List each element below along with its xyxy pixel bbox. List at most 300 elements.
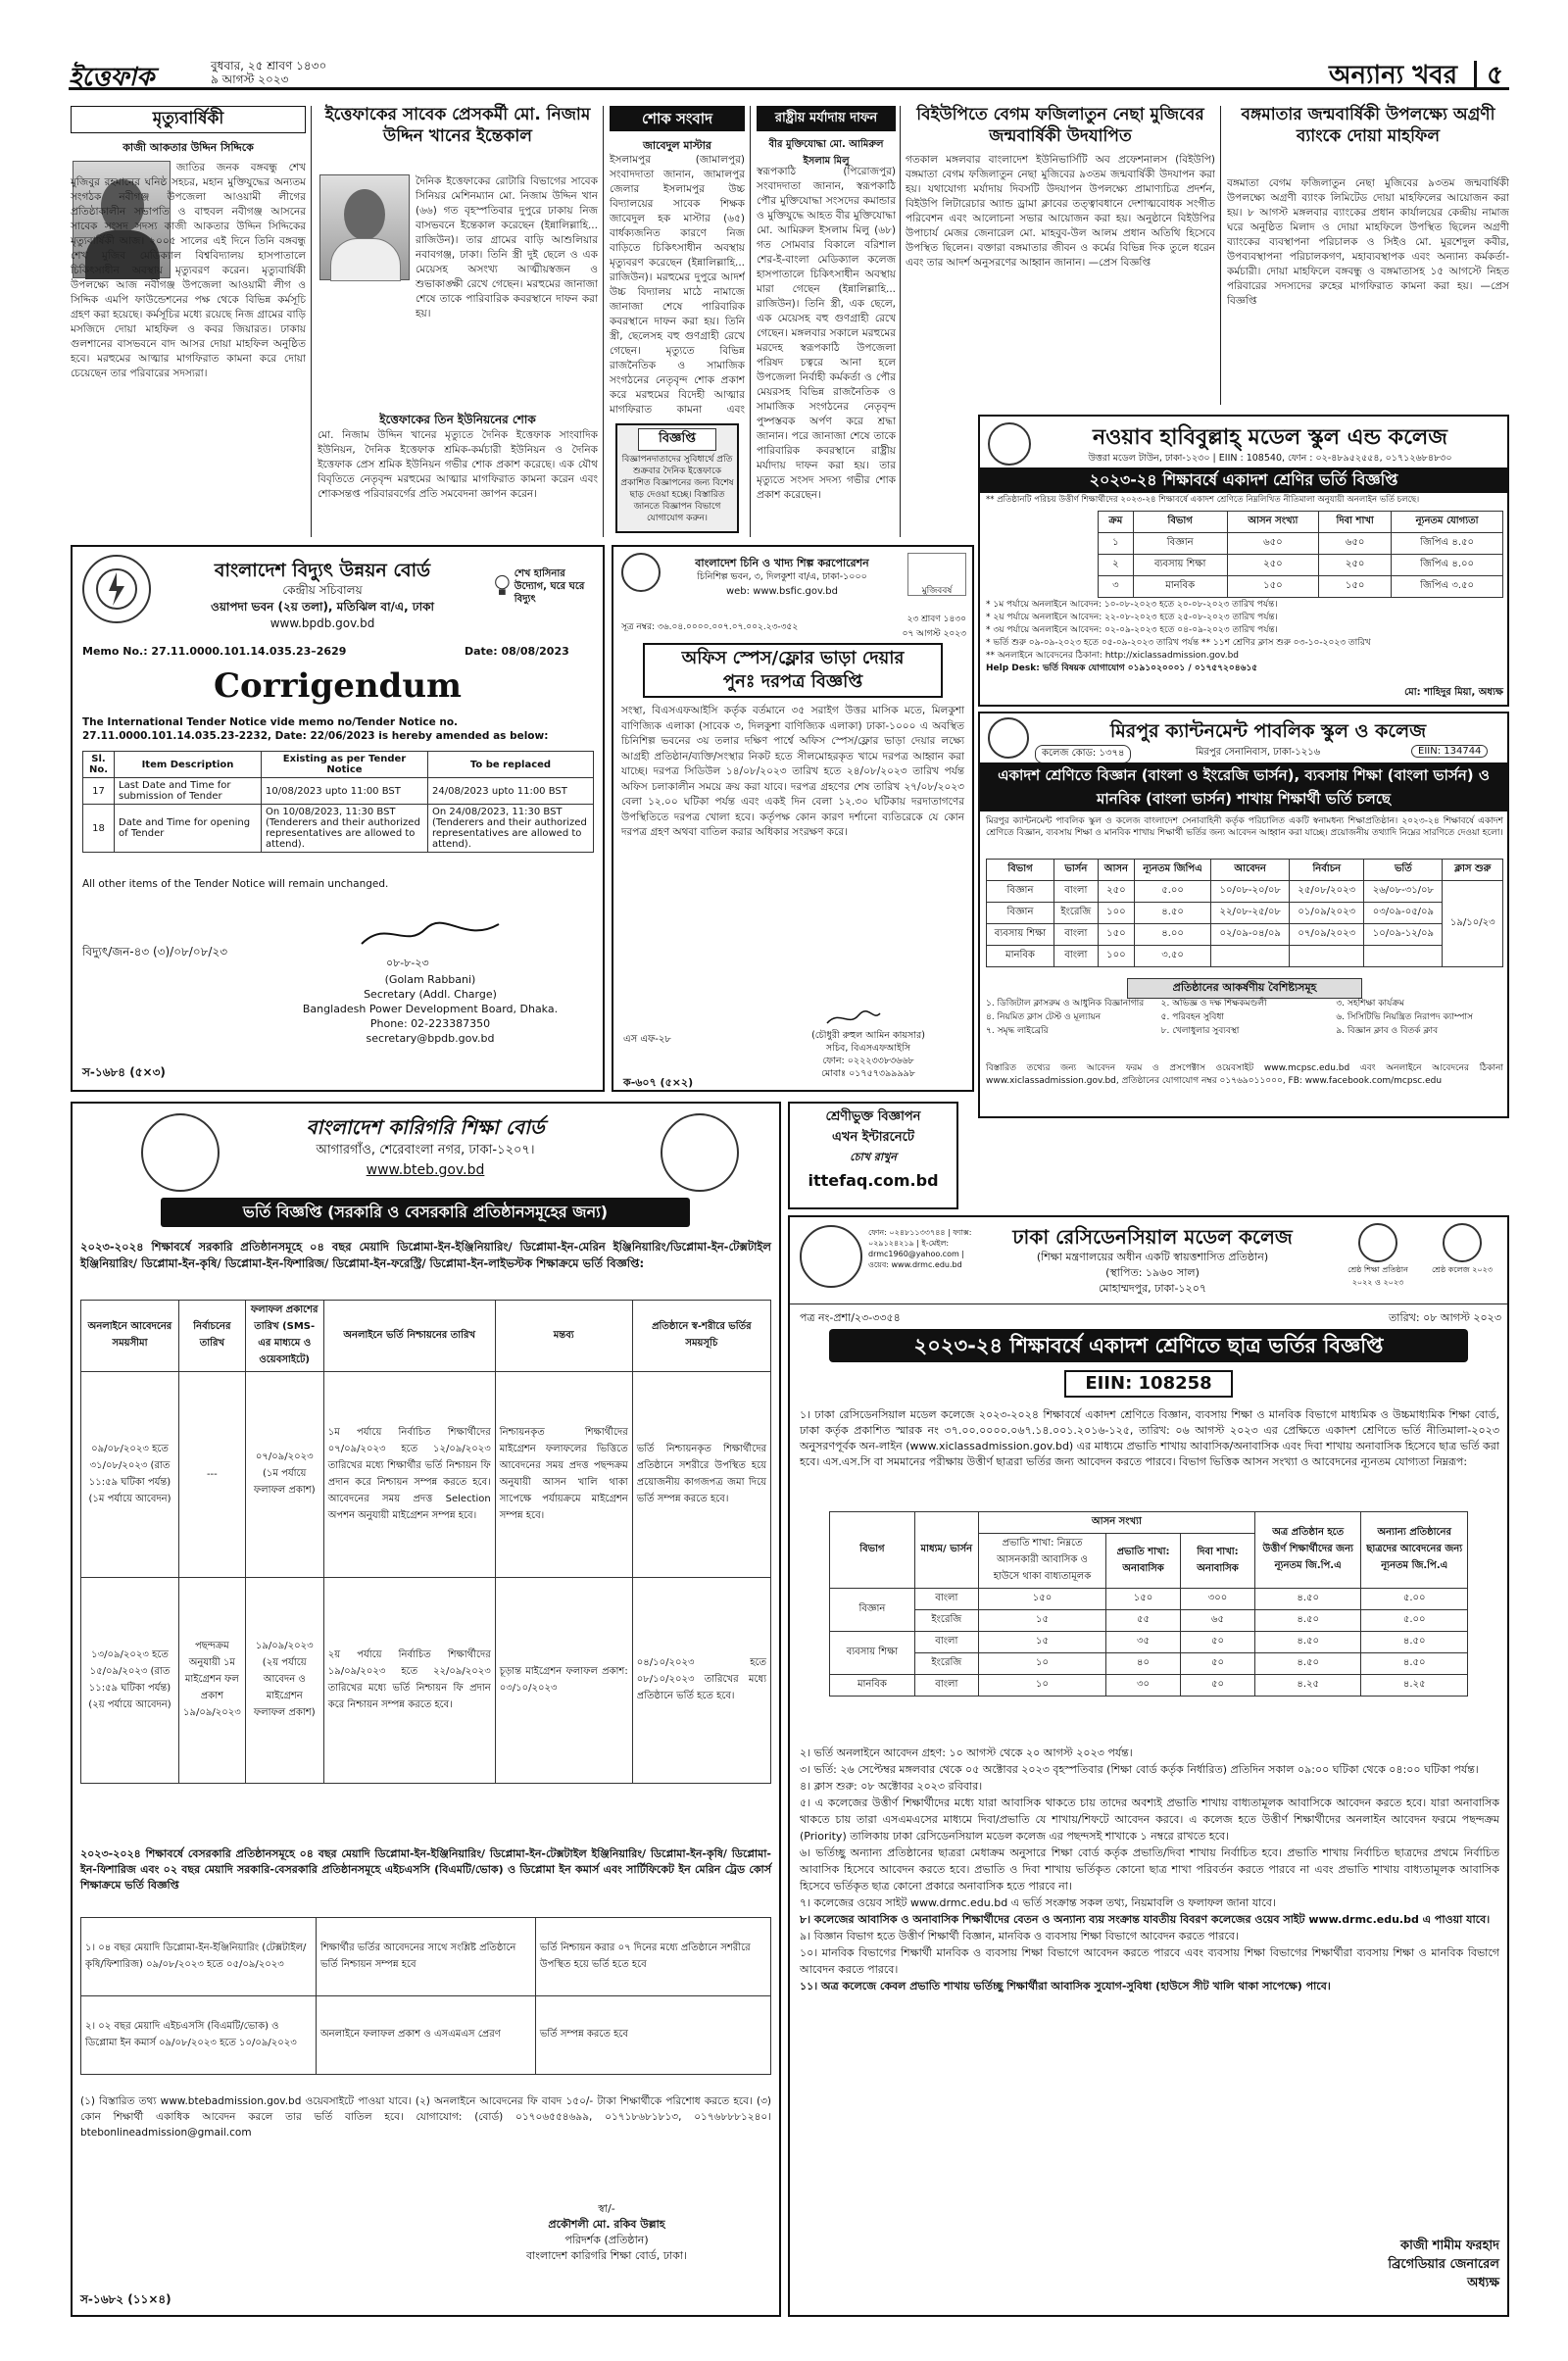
table-header: অনলাইনে আবেদনের সময়সীমা	[81, 1301, 179, 1372]
table-row	[1099, 576, 1503, 598]
nhmc-seat-table	[1098, 511, 1503, 598]
table-cell: ২য় পর্যায়ে নির্বাচিত শিক্ষার্থীদের ১৯/০৯/২০২৩ হতে ২২/০৯/২০২৩ তারিখের মধ্যে ভর্তি নিশ্চায়ন ফি প্রদান করে নিশ্চায়ন সম্পন্ন করতে হবে।	[323, 1578, 495, 1784]
table-cell: অনলাইনে ফলাফল প্রকাশ ও এসএমএস প্রেরণ	[317, 1996, 536, 2075]
table-cell: বিজ্ঞান	[830, 1589, 915, 1632]
table-cell: ১৫	[978, 1610, 1105, 1632]
instruction-item: ৬। ভর্তিচ্ছু অন্যান্য প্রতিষ্ঠানের ছাত্ররা মেধাক্রম অনুসারে শিক্ষা বোর্ড কর্তৃক প্রভাতি/দিবা শাখায় নির্বাচিত হবে। প্রভাতি শাখায় নির্বাচিত ছাত্রদের প্রথমে নির্বাচিত আবাসিক হিসেবে আবেদন করতে হবে। প্রভাতি ও দিবা শাখায় ভর্তিকৃত কোনো ছাত্র শাখা পরিবর্তন করতে পারবে না এবং প্রভাতি শাখায় বাধ্যতামূলক আবাসিক হিসেবে ভর্তিকৃত ছাত্র কোনো প্রকারে অনাবাসিক হতে পারবে না।	[800, 1846, 1499, 1893]
promo-line: এখন ইন্টারনেটে	[832, 1130, 914, 1145]
drmc-intro: ১। ঢাকা রেসিডেনসিয়াল মডেল কলেজে ২০২৩-২০২৪ শিক্ষাবর্ষে একাদশ শ্রেণিতে বিজ্ঞান, ব্যবসায় শিক্ষা ও মানবিক বিভাগে মাধ্যমিক ও উচ্চমাধ্যমিক শিক্ষা বোর্ড, ঢাকা কর্তৃক প্রকাশিত স্মারক নং ৩৭.০০.০০০০.০৬৭.১৪.০০১.২০১৬-১২৫, তারিখ: ০৬ আগস্ট ২০২৩ এর প্রেক্ষিতে একাদশ শ্রেণিতে ভর্তি নীতিমালা-২০২৩ অনুসরণপূর্বক অন-লাইন (www.xiclassadmission.gov.bd) এর মাধ্যমে প্রভাতি শাখায় আবাসিক/অনাবাসিক এবং দিবা শাখায় অনাবাসিক হিসেবে ছাত্র ভর্তি করা হবে। এস.এস.সি বা সমমানের পরীক্ষায় উত্তীর্ণ ছাত্ররা ভর্তির জন্য আবেদন করতে পারবে। বিভাগ ভিত্তিক আসন সংখ্যা ও আবেদনের ন্যূনতম যোগ্যতা নিম্নরূপ:	[800, 1408, 1499, 1468]
table-cell: ১০/০৮-২০/০৮	[1211, 881, 1290, 903]
section-name: অন্যান্য খবর	[1328, 61, 1458, 90]
signature-date: ০৮-৮-২৩	[386, 957, 429, 969]
obituary-body: জাতির জনক বঙ্গবন্ধু শেখ মুজিবুর রহমানের ঘনিষ্ঠ সহচর, মহান মুক্তিযুদ্ধের অন্যতম সংগঠক নবীগঞ্জ উপজেলা আওয়ামী লীগের প্রতিষ্ঠাকালীন সভাপতি ও বাহুবল নবীগঞ্জ আসনের সাবেক সংসদ সদস্য কাজী আকতার উদ্দিন সিদ্দিকের মৃত্যুবার্ষিকী আজ। ২০০৫ সালের এই দিনে তিনি বঙ্গবন্ধু শেখ মুজিব মেডিক্যাল বিশ্ববিদ্যালয় হাসপাতালে চিকিৎসাধীন অবস্থায় মৃত্যুবরণ করেন। মৃত্যুবার্ষিকী উপলক্ষ্যে আজ নবীগঞ্জ উপজেলা আওয়ামী লীগ ও সিদ্দিক এমপি ফাউন্ডেশনের পক্ষ থেকে বিভিন্ন কর্মসূচি গ্রহণ করা হয়েছে। কর্মসূচির মধ্যে রয়েছে নিজ গ্রামের বাড়ি মসজিদে দোয়া মাহফিল ও কবর জিয়ারত। ঢাকায় গুলশানের বাসভবনে বাদ আসর দোয়া মাহফিল অনুষ্ঠিত হবে। মরহুমের আত্মার মাগফিরাত কামনা করে দোয়া চেয়েছেন তার পরিবারের সদস্যরা।	[71, 162, 306, 379]
table-cell: ৪.৫০	[1361, 1632, 1468, 1653]
table-cell: ২৫০	[1098, 881, 1134, 903]
nhmc-subtitle: উত্তরা মডেল টাউন, ঢাকা-১২৩০ | EIIN : 108540, ফোন : ০২-৪৮৯৫২৫৫৪, ০১৭১২৬৮৪৮৩০	[1088, 453, 1452, 464]
bsfic-date-bangla: ২৩ শ্রাবণ ১৪৩০	[906, 615, 966, 624]
table-header: ন্যূনতম যোগ্যতা	[1392, 512, 1503, 533]
table-cell: ৬৫০	[1227, 533, 1319, 555]
bteb-admission-ad	[71, 1102, 781, 2317]
bsfic-body: সংস্থা, বিএসএফআইসি কর্তৃক বর্তমানে ৩৫ সরাইগ উত্তর মাসিক মতে, মিলকুশা বাণিজ্যিক এলাকা (সাবেক ৩, দিলকুশা বাণিজ্যিক এলাকা) ঢাকা-১০০০ এ অবস্থিত চিনিশিল্প ভবনের ৩য় তলার দক্ষিণ পার্শ্বে অফিস স্পেস/ফ্লোর ভাড়া দেয়ার লক্ষ্যে আগ্রহী প্রতিষ্ঠান/ব্যক্তি/সংস্থার নিকট হতে সীলমোহরকৃত খামে দরপত্র আহ্বান করা যাচ্ছে। দরপত্র সিডিউল ১৪/০৮/২০২৩ তারিখ হতে ২৪/০৮/২০২৩ তারিখ পর্যন্ত অফিস চলাকালীন সময়ে ক্রয় করা যাবে। দরপত্র গ্রহণের শেষ তারিখ ২৭/০৮/২০২৩ বেলা ১২.০০ ঘটিকা পর্যন্ত এবং একই দিন বেলা ১২.৩০ ঘটিকায় দরদাতাগণের উপস্থিতিতে দরপত্র খোলা হবে। কর্তৃপক্ষ কোন কারণ দর্শানো ব্যতিরেকে যে কোন দরপত্র গ্রহণ অথবা বাতিল করার অধিকার সংরক্ষণ করে।	[621, 705, 964, 838]
table-cell: ১০/০৯-১২/০৯	[1364, 924, 1443, 946]
table-cell: ইংরেজি	[1054, 903, 1098, 924]
table-cell: 18	[83, 805, 115, 853]
bteb-intro: ২০২৩-২০২৪ শিক্ষাবর্ষে সরকারি প্রতিষ্ঠানসমূহে ০৪ বছর মেয়াদি ডিপ্লোমা-ইন-ইঞ্জিনিয়ারিং/ ডিপ্লোমা-ইন-মেরিন ইঞ্জিনিয়ারিং/ডিপ্লোমা-ইন-টেক্সটাইল ইঞ্জিনিয়ারিং/ ডিপ্লোমা-ইন-কৃষি/ ডিপ্লোমা-ইন-ফিশারিজ/ ডিপ্লোমা-ইন-ফরেস্ট্রি/ ডিপ্লোমা-ইন-লাইভস্টক শিক্ষাক্রমে ভর্তি বিজ্ঞপ্তি:	[80, 1240, 771, 1270]
feature-item: ৩. সহশিক্ষা কার্যক্রম	[1336, 999, 1404, 1008]
signatory-sign: স্বা/-	[598, 2202, 615, 2215]
help-desk-line: Help Desk: ভর্তি বিষয়ক যোগাযোগ ০১৯১০২০০০১ / ০১৭৫৭২০৪৬১৫	[986, 664, 1258, 673]
table-cell: Last Date and Time for submission of Tender	[115, 778, 262, 805]
bsfic-logo-icon	[621, 553, 661, 592]
table-cell: ৩০০	[1181, 1589, 1255, 1610]
table-cell: ৩৫	[1106, 1632, 1181, 1653]
bpdb-logo-icon	[82, 555, 151, 623]
ittefaq-notice-box	[615, 423, 739, 533]
column-divider	[900, 106, 901, 537]
table-row	[987, 903, 1503, 924]
table-cell: ৩.৫০	[1135, 946, 1211, 967]
table-header: To be replaced	[428, 752, 594, 778]
nhmc-banner: ২০২৩-২৪ শিক্ষাবর্ষে একাদশ শ্রেণির ভর্তি বিজ্ঞপ্তি	[980, 467, 1507, 493]
column-divider	[311, 106, 312, 537]
table-cell: ১৩/০৯/২০২৩ হতে ১৫/০৯/২০২৩ (রাত ১১:৫৯ ঘটিকা পর্যন্ত) (২য় পর্যায়ে আবেদন)	[81, 1578, 179, 1784]
table-cell: 10/08/2023 upto 11:00 BST	[262, 778, 428, 805]
table-cell: ৪.৫০	[1361, 1653, 1468, 1675]
table-cell: ৪.২৫	[1254, 1675, 1361, 1697]
agrani-bank-title: বঙ্গমাতার জন্মবার্ষিকী উপলক্ষ্যে অগ্রণী ব্যাংকে দোয়া মাহফিল	[1241, 105, 1495, 146]
instruction-item: ১১। অত্র কলেজে কেবল প্রভাতি শাখায় ভর্তিচ্ছু শিক্ষার্থীরা আবাসিক সুযোগ-সুবিধা (হাউসে সীট খালি থাকা সাপেক্ষে) পাবে।	[800, 1980, 1331, 1992]
table-cell: ২৫০	[1319, 555, 1392, 576]
table-header: মাধ্যম/ ভার্সন	[914, 1512, 978, 1589]
table-header: অনলাইনে ভর্তি নিশ্চায়নের তারিখ	[323, 1301, 495, 1372]
table-cell: জিপিএ ৩.৫০	[1392, 576, 1503, 598]
bteb-notes: (১) বিস্তারিত তথ্য www.btebadmission.gov.bd ওয়েবসাইটে পাওয়া যাবে। (২) অনলাইনে আবেদনের ফি বাবদ ১৫০/- টাকা শিক্ষার্থীকে পরিশোধ করতে হবে। (৩) কোন শিক্ষার্থী একাধিক আবেদন করলে তার ভর্তি বাতিল হবে। যোগাযোগ: (বোর্ড) ০১৭০৬৫৫৪৬৯৯, ০১৭১৮৬৮১৮১৩, ০১৭৬৮৮৮১২৪০। btebonlineadmission@gmail.com	[80, 2095, 771, 2139]
table-cell: ১৫০	[978, 1589, 1105, 1610]
signatory-title: Secretary (Addl. Charge)	[364, 988, 497, 1001]
table-row	[81, 1996, 771, 2075]
table-header: বিভাগ	[1133, 512, 1227, 533]
table-cell: 17	[83, 778, 115, 805]
signatory-title: সচিব, বিএসএফআইসি	[825, 1043, 911, 1054]
feature-item: ৬. সিসিটিভি নিয়ন্ত্রিত নিরাপদ ক্যাম্পাস	[1336, 1012, 1473, 1022]
condolence-person-name: জাবেদুল মাস্টার	[643, 139, 711, 152]
drmc-established: (স্থাপিত: ১৯৬০ সাল)	[1105, 1266, 1200, 1279]
bpdb-slogan: শেখ হাসিনার উদ্যোগ, ঘরে ঘরে বিদ্যুৎ	[514, 567, 585, 605]
drmc-address: মোহাম্মদপুর, ঢাকা-১২০৭	[1098, 1282, 1207, 1295]
table-row	[830, 1675, 1468, 1697]
union-condolence-heading: ইত্তেফাকের তিন ইউনিয়নের শোক	[379, 413, 536, 426]
drmc-admission-ad	[788, 1215, 1509, 2317]
bsfic-date-gregorian: ০৭ আগস্ট ২০২৩	[902, 629, 966, 639]
column-divider	[750, 106, 751, 537]
mcpsc-features-list	[986, 998, 1503, 1037]
mujib-year-logo	[907, 553, 966, 596]
table-cell: ১৫০	[1319, 576, 1392, 598]
table-header: Sl. No.	[83, 752, 115, 778]
mcpsc-title: মিরপুর ক্যান্টনমেন্ট পাবলিক স্কুল ও কলেজ	[1109, 720, 1427, 742]
table-cell: On 24/08/2023, 11:30 BST (Tenderers and their authorized representatives are allowed to attend).	[428, 805, 594, 853]
agrani-bank-body: বঙ্গমাতা বেগম ফজিলাতুন নেছা মুজিবের ৯৩তম জন্মবার্ষিকী উপলক্ষ্যে অগ্রণী ব্যাংক লিমিটেড দোয়া মাহফিলের আয়োজন করা হয়। ৮ আগস্ট মঙ্গলবার ব্যাংকের প্রধান কার্যালয়ের কেন্দ্রীয় নামাজ ঘরে অনুষ্ঠিত মিলাদ ও দোয়া মাহফিলে উপস্থিত ছিলেন অগ্রণী ব্যাংকের ব্যবস্থাপনা পরিচালক ও সিইও মো. মুরশেদুল কবীর, উপব্যবস্থাপনা পরিচালকগণ, মহাব্যবস্থাপক এবং অন্যান্য কর্মকর্তা-কর্মচারী। দোয়া মাহফিলে বঙ্গবন্ধু ও বঙ্গমাতাসহ ১৫ আগস্টে নিহত পরিবারের সদস্যদের রুহের মাগফিরাত কামনা করা হয়। —প্রেস বিজ্ঞপ্তি	[1227, 177, 1509, 307]
table-cell: ৫০	[1181, 1675, 1255, 1697]
award-medal-icon	[1358, 1223, 1397, 1262]
bteb-logo-icon	[141, 1113, 220, 1192]
table-row	[81, 1918, 771, 1996]
signatory-name: (Golam Rabbani)	[384, 973, 476, 986]
signatory-phone: ফোন: ০২২২৩৩৮৩৬৬৮	[822, 1056, 914, 1066]
table-cell: বাংলা	[914, 1675, 978, 1697]
feature-item: ৪. নিয়মিত ক্লাস টেস্ট ও মূল্যায়ন	[986, 1012, 1102, 1022]
table-header: অন্যান্য প্রতিষ্ঠানের ছাত্রদের আবেদনের জন্য ন্যূনতম জি.পি.এ	[1361, 1512, 1468, 1589]
notice-body: বিজ্ঞাপনদাতাদের সুবিধার্থে প্রতি শুক্রবার দৈনিক ইত্তেফাকে প্রকাশিত বিজ্ঞাপনের জন্য বিশেষ ছাড় দেওয়া হচ্ছে। বিস্তারিত জানতে বিজ্ঞাপন বিভাগে যোগাযোগ করুন।	[620, 455, 734, 523]
column-divider	[1220, 106, 1221, 405]
table-header: বিভাগ	[830, 1512, 915, 1589]
table-cell: ২। ০২ বছর মেয়াদি এইচএসসি (বিএমটি/ভোক) ও ডিপ্লোমা ইন কমার্স ০৯/০৮/২০২৩ হতে ১০/০৯/২০২৩	[81, 1996, 317, 2075]
nhmc-schedule	[986, 599, 1503, 675]
signatory-name: কাজী শামীম ফরহাদ	[1400, 2238, 1499, 2253]
signatory-mobile: মোবাঃ ০১৭৫৭৩৯৯৯৯৮	[821, 1068, 915, 1079]
table-cell: ১৯/০৯/২০২৩ (২য় পর্যায়ে আবেদন ও মাইগ্রেশন ফলাফল প্রকাশ)	[245, 1578, 323, 1784]
classified-promo	[788, 1102, 958, 1209]
table-header: দিবা শাখা: অনাবাসিক	[1181, 1534, 1255, 1589]
drmc-contact: ফোন: ০২৪৮১১৩৩৭৪৪ | ফ্যাক্স: ০২৯১২৪২১৯ | ই-মেইল: drmc1960@yahoo.com | ওয়েব: www.drmc.edu.bd	[868, 1228, 972, 1269]
bpdb-office: কেন্দ্রীয় সচিবালয়	[282, 583, 363, 597]
table-header: প্রভাতি শাখা: নিম্নতে আসনকারী আবাসিক ও হাউসে থাকা বাধ্যতামূলক	[978, 1534, 1105, 1589]
table-cell: ২৬/০৮-৩১/০৮	[1364, 881, 1443, 903]
bsfic-signatory	[770, 1029, 966, 1080]
table-cell: ইংরেজি	[914, 1610, 978, 1632]
table-cell: ১৫০	[1227, 576, 1319, 598]
table-cell: বিজ্ঞান	[987, 903, 1054, 924]
ad-code: ক-৬০৭ (৫×২)	[623, 1076, 694, 1089]
person-photo	[319, 174, 410, 280]
table-cell: ০৪/১০/২০২৩ হতে ০৮/১০/২০২৩ তারিখের মধ্যে প্রতিষ্ঠানে ভর্তি হতে হবে।	[632, 1578, 770, 1784]
table-cell: ৪.৫০	[1254, 1589, 1361, 1610]
instruction-item: ৫। এ কলেজের উত্তীর্ণ শিক্ষার্থীদের মধ্যে যারা আবাসিক থাকতে চায় তাদের অবশ্যই প্রভাতি শাখায় বাধ্যতামূলক আবাসিকে আবেদন করতে হবে। যারা অনাবাসিক থাকতে চায় তারা এসএমএসের মাধ্যমে দিবা/প্রভাতি যে শাখায়/শিফটে আবেদন করবে। এ কলেজ হতে উত্তীর্ণ শিক্ষার্থীদের অনলাইন আবেদন ফরমে পছন্দক্রম (Priority) তালিকায় ঢাকা রেসিডেনসিয়াল মডেল কলেজ এর পছন্দসই শাখাকে ১ নম্বরে রাখতে হবে।	[800, 1796, 1499, 1843]
obituary-person-name: কাজী আকতার উদ্দিন সিদ্দিকে	[122, 141, 254, 154]
memo-reference: বিদ্যুৎ/জন-৪৩ (৩)/০৮/০৮/২৩	[82, 945, 228, 959]
issue-gregorian-date: ৯ আগস্ট ২০২৩	[211, 73, 289, 86]
table-cell: ব্যবসায় শিক্ষা	[830, 1632, 915, 1675]
table-cell: ৫.০০	[1361, 1589, 1468, 1610]
feature-item: ২. অভিজ্ঞ ও দক্ষ শিক্ষকমণ্ডলী	[1160, 999, 1267, 1008]
table-cell: নিশ্চায়নকৃত শিক্ষার্থীদের মাইগ্রেশন ফলাফলের ভিত্তিতে আবেদনের সময় প্রদত্ত পছন্দক্রম অনুযায়ী আসন খালি থাকা সাপেক্ষে পর্যায়ক্রমে মাইগ্রেশন সম্পন্ন হবে।	[495, 1372, 632, 1578]
table-header: ভার্সন	[1054, 860, 1098, 881]
drmc-logo-icon	[800, 1225, 862, 1288]
table-header: নির্বাচন	[1290, 860, 1364, 881]
table-header: আসন	[1098, 860, 1134, 881]
table-cell: ৫.০০	[1135, 881, 1211, 903]
promo-line: শ্রেণীভুক্ত বিজ্ঞাপন	[825, 1109, 921, 1124]
table-cell: ২৫/০৮/২০২৩	[1290, 881, 1364, 903]
table-row	[83, 778, 594, 805]
table-header: দিবা শাখা	[1319, 512, 1392, 533]
issue-day: বুধবার, ২৫ শ্রাবণ ১৪৩০	[211, 59, 327, 73]
table-header: ভর্তি	[1364, 860, 1443, 881]
mcpsc-banner: একাদশ শ্রেণিতে বিজ্ঞান (বাংলা ও ইংরেজি ভার্সন), ব্যবসায় শিক্ষা (বাংলা ভার্সন) ও মানবিক (বাংলা ভার্সন) শাখায় শিক্ষার্থী ভর্তি চলছে	[980, 762, 1507, 812]
corrigendum-heading: Corrigendum	[213, 666, 463, 706]
mcpsc-features-title: প্রতিষ্ঠানের আকর্ষণীয় বৈশিষ্ট্যসমূহ	[1127, 978, 1362, 999]
table-cell	[1364, 946, 1443, 967]
schedule-line: * ভর্তি শুরু ০৯-০৯-২০২৩ হতে ০৫-০৯-২০২৩ তারিখ পর্যন্ত ** ১১শ শ্রেণির ক্লাস শুরু ০৩-১০-২০২৩ তারিখ	[986, 638, 1371, 648]
bteb-signatory	[445, 2201, 768, 2264]
award-badge-1	[1339, 1223, 1417, 1290]
table-row	[830, 1632, 1468, 1653]
bteb-title: বাংলাদেশ কারিগরি শিক্ষা বোর্ড	[306, 1115, 545, 1139]
bup-event-title: বিইউপিতে বেগম ফজিলাতুন নেছা মুজিবের জন্মবার্ষিকী উদযাপিত	[916, 105, 1204, 146]
table-header: বিভাগ	[987, 860, 1054, 881]
notice-title: বিজ্ঞপ্তি	[638, 428, 716, 451]
bpdb-address: ওয়াপদা ভবন (২য় তলা), মতিঝিল বা/এ, ঢাকা	[211, 600, 434, 614]
table-cell: ১৫০	[1106, 1589, 1181, 1610]
ad-code: স-১৬৮২ (১১×৪)	[80, 2292, 172, 2306]
instruction-item: ২। ভর্তি অনলাইনে আবেদন গ্রহণ: ১০ আগস্ট থেকে ২০ আগস্ট ২০২৩ পর্যন্ত।	[800, 1746, 1133, 1759]
table-row	[83, 805, 594, 853]
table-cell	[1211, 946, 1290, 967]
mcpsc-college-code: কলেজ কোড: ১৩৭৪	[1035, 745, 1131, 763]
table-cell: ১০	[978, 1653, 1105, 1675]
bpdb-slogan-logo	[494, 557, 598, 615]
table-cell: জিপিএ ৪.০০	[1392, 555, 1503, 576]
table-cell: ০৭/০৯/২০২৩	[1290, 924, 1364, 946]
table-cell: Date and Time for opening of Tender	[115, 805, 262, 853]
corrigendum-note: All other items of the Tender Notice will remain unchanged.	[82, 878, 389, 890]
mujib-year-label: মুজিববর্ষ	[921, 586, 953, 596]
bsfic-memo: সূত্র নম্বর: ৩৬.০৪.০০০০.০০৭.০৭.০০২.২৩-৩৫২	[621, 622, 799, 632]
table-cell: ০৩/০৯-০৫/০৯	[1364, 903, 1443, 924]
table-header: আসন সংখ্যা	[978, 1512, 1254, 1534]
obituary-title-ittefaq: ইত্তেফাকের সাবেক প্রেসকর্মী মো. নিজাম উদ্দিন খানের ইন্তেকাল	[324, 105, 591, 146]
table-header: আসন সংখ্যা	[1227, 512, 1319, 533]
bsfic-heading	[643, 643, 943, 698]
table-cell: ৬৫	[1181, 1610, 1255, 1632]
table-cell: মানবিক	[987, 946, 1054, 967]
mcpsc-body: মিরপুর ক্যান্টনমেন্ট পাবলিক স্কুল ও কলেজ বাংলাদেশ সেনাবাহিনী কর্তৃক পরিচালিত একটি স্বনামধন্য শিক্ষাপ্রতিষ্ঠান। ২০২৩-২৪ শিক্ষাবর্ষে একাদশ শ্রেণিতে বিজ্ঞান, ব্যবসায় শিক্ষা ও মানবিক শাখায় শিক্ষার্থী ভর্তির জন্য আবেদন আহ্বান করা যাচ্ছে। প্রয়োজনীয় তথ্যাদি নিম্নের সারণিতে দেওয়া হলো।	[986, 816, 1503, 838]
nhmc-admission-ad	[978, 415, 1509, 707]
feature-item: ৭. সমৃদ্ধ লাইব্রেরি	[986, 1026, 1049, 1036]
promo-website: ittefaq.com.bd	[808, 1171, 939, 1190]
instruction-item: ১০। মানবিক বিভাগের শিক্ষার্থী মানবিক ও ব্যবসায় শিক্ষা বিভাগে আবেদন করতে পারবে এবং ব্যবসায় শিক্ষা বিভাগের শিক্ষার্থীরা ব্যবসায় শিক্ষা ও মানবিক বিভাগে আবেদন করতে পারবে।	[800, 1946, 1499, 1976]
table-header: প্রভাতি শাখা: অনাবাসিক	[1106, 1534, 1181, 1589]
table-cell: ৬৫০	[1319, 533, 1392, 555]
instruction-item: ৪। ক্লাস শুরু: ০৮ অক্টোবর ২০২৩ রবিবার।	[800, 1780, 983, 1793]
page-number: ৫	[1474, 61, 1503, 90]
table-cell: ৫০	[1181, 1632, 1255, 1653]
table-cell: মানবিক	[830, 1675, 915, 1697]
table-cell: ভর্তি নিশ্চায়নকৃত শিক্ষার্থীদের প্রতিষ্ঠানে সশরীরে উপস্থিত হয়ে প্রয়োজনীয় কাগজপত্র জমা দিয়ে ভর্তি সম্পন্ন করতে হবে।	[632, 1372, 770, 1578]
table-cell: On 10/08/2023, 11:30 BST (Tenderers and their authorized representatives are allowed to attend).	[262, 805, 428, 853]
table-cell: বিজ্ঞান	[987, 881, 1054, 903]
drmc-signatory	[1260, 2237, 1499, 2292]
table-cell: ০২/০৯-০৪/০৯	[1211, 924, 1290, 946]
nhmc-logo-icon	[988, 422, 1031, 466]
drmc-subtitle: (শিক্ষা মন্ত্রণালয়ের অধীন একটি স্বায়ত্তশাসিত প্রতিষ্ঠান)	[1036, 1251, 1269, 1263]
condolence-body: ইসলামপুর (জামালপুর) সংবাদদাতা জানান, জামালপুর জেলার ইসলামপুর উচ্চ বিদ্যালয়ের সাবেক শিক্ষক জাবেদুল হক মাস্টার (৬৫) বার্ধক্যজনিত কারণে নিজ বাড়িতে চিকিৎসাধীন অবস্থায় মৃত্যুবরণ করেছেন (ইন্নালিল্লাহি... রাজিউন)। মরহুমের দুপুরে আদর্শ উচ্চ বিদ্যালয় মাঠে নামাজে জানাজা শেষে পারিবারিক কবরস্থানে দাফন করা হয়। তিনি স্ত্রী, ছেলেসহ বহু গুণগ্রাহী রেখে গেছেন। মৃত্যুতে বিভিন্ন রাজনৈতিক ও সামাজিক সংগঠনের নেতৃবৃন্দ শোক প্রকাশ করে মরহুমের বিদেহী আত্মার মাগফিরাত কামনা এবং	[610, 154, 745, 416]
table-row	[987, 946, 1503, 967]
table-cell: ৪.০০	[1135, 924, 1211, 946]
mcpsc-logo-icon	[988, 717, 1029, 759]
drmc-eiin: EIIN: 108258	[1064, 1370, 1233, 1398]
table-header: নির্বাচনের তারিখ	[179, 1301, 246, 1372]
signature-graphic	[357, 914, 504, 954]
table-cell: বাংলা	[914, 1589, 978, 1610]
table-row	[81, 1372, 771, 1578]
table-cell: বাংলা	[1054, 881, 1098, 903]
bteb-address: আগারগাঁও, শেরেবাংলা নগর, ঢাকা-১২০৭।	[316, 1143, 535, 1157]
table-row	[987, 924, 1503, 946]
table-row	[830, 1653, 1468, 1675]
table-header: ন্যূনতম জিপিএ	[1135, 860, 1211, 881]
table-row	[987, 881, 1503, 903]
memo-date: Date: 08/08/2023	[465, 645, 569, 658]
instruction-item: ৯। বিজ্ঞান বিভাগ হতে উত্তীর্ণ শিক্ষার্থী বিজ্ঞান, মানবিক ও ব্যবসায় শিক্ষা বিভাগে আবেদন করতে পারবে।	[800, 1930, 1239, 1943]
table-header: অত্র প্রতিষ্ঠান হতে উত্তীর্ণ শিক্ষার্থীদের জন্য ন্যূনতম জি.পি.এ	[1254, 1512, 1361, 1589]
corrigendum-table	[82, 751, 594, 853]
table-header: প্রতিষ্ঠানে স্ব-শরীরে ভর্তির সময়সূচি	[632, 1301, 770, 1372]
bsfic-address: চিনিশিল্প ভবন, ৩, দিলকুশা বা/এ, ঢাকা-১০০০	[697, 571, 867, 582]
instruction-item: ৩। ভর্তি: ২৬ সেপ্টেম্বর মঙ্গলবার থেকে ০৫ অক্টোবর ২০২৩ বৃহস্পতিবার (শিক্ষা বোর্ড কর্তৃক নির্ধারিত) প্রতিদিন সকাল ০৯:০০ ঘটিকা থেকে ০৪:০০ ঘটিকা পর্যন্ত।	[800, 1763, 1479, 1776]
table-cell: ১৫০	[1098, 924, 1134, 946]
table-cell: ০১/০৯/২০২৩	[1290, 903, 1364, 924]
bteb-banner: ভর্তি বিজ্ঞপ্তি (সরকারি ও বেসরকারি প্রতিষ্ঠানসমূহের জন্য)	[161, 1198, 690, 1227]
drmc-instructions	[800, 1745, 1499, 1994]
bsfic-title: বাংলাদেশ চিনি ও খাদ্য শিল্প করপোরেশন	[695, 557, 869, 569]
award-medal-icon	[1443, 1223, 1482, 1262]
table-cell: বাংলা	[1054, 946, 1098, 967]
table-cell: ৫০	[1181, 1653, 1255, 1675]
table-cell: ব্যবসায় শিক্ষা	[1133, 555, 1227, 576]
table-header: ক্লাস শুরু	[1443, 860, 1503, 881]
signatory-email: secretary@bpdb.gov.bd	[366, 1032, 495, 1045]
table-row	[81, 1578, 771, 1784]
table-cell: ভর্তি নিশ্চায়ন করার ০৭ দিনের মধ্যে প্রতিষ্ঠানে সশরীরে উপস্থিত হয়ে ভর্তি হতে হবে	[535, 1918, 770, 1996]
table-cell	[1290, 946, 1364, 967]
signatory-title: অধ্যক্ষ	[1467, 2276, 1499, 2290]
signatory-phone: Phone: 02-223387350	[369, 1017, 491, 1030]
photo-body-silhouette	[330, 238, 401, 281]
signatory-org: Bangladesh Power Development Board, Dhaka.	[302, 1003, 559, 1015]
nhmc-note: ** প্রতিষ্ঠানটি পরিচয় উত্তীর্ণ শিক্ষার্থীদের ২০২৩-২৪ শিক্ষাবর্ষে একাদশ শ্রেণিতে নিম্নলিখিত নীতিমালা অনুযায়ী অনলাইন ভর্তি চলছে।	[986, 495, 1420, 505]
promo-line: চোখ রাখুন	[850, 1151, 897, 1163]
table-header: ফলাফল প্রকাশের তারিখ (SMS-এর মাধ্যমে ও ওয়েবসাইটে)	[245, 1301, 323, 1372]
schedule-line: * ১ম পর্যায়ে অনলাইনে আবেদন: ১০-০৮-২০২৩ হতে ২০-০৮-২০২৩ তারিখ পর্যন্ত।	[986, 600, 1278, 610]
feature-item: ৫. পরিবহন সুবিধা	[1160, 1012, 1225, 1022]
bsfic-ref: এস এফ-২৮	[623, 1034, 671, 1045]
column-divider	[603, 106, 604, 537]
bsfic-date	[878, 612, 966, 641]
table-cell: ১০০	[1098, 903, 1134, 924]
instruction-item: ৭। কলেজের ওয়েব সাইট www.drmc.edu.bd এ ভর্তি সংক্রান্ত সকল তথ্য, নিয়মাবলি ও ফলাফল জানা যাবে।	[800, 1896, 1276, 1909]
table-cell: ০৯/০৮/২০২৩ হতে ৩১/০৮/২০২৩ (রাত ১১:৫৯ ঘটিকা পর্যন্ত) (১ম পর্যায়ে আবেদন)	[81, 1372, 179, 1578]
table-row	[830, 1589, 1468, 1610]
smart-bangladesh-logo-icon	[661, 1113, 739, 1192]
nhmc-title: নওয়াব হাবিবুল্লাহ্ মডেল স্কুল এন্ড কলেজ	[1092, 425, 1447, 450]
table-header: ক্রম	[1099, 512, 1134, 533]
table-cell: ২৫০	[1227, 555, 1319, 576]
bteb-private-table	[80, 1917, 771, 2075]
table-cell: ৪.৫০	[1135, 903, 1211, 924]
table-cell: বাংলা	[914, 1632, 978, 1653]
table-cell: ---	[179, 1372, 246, 1578]
union-condolence-body: মো. নিজাম উদ্দিন খানের মৃত্যুতে দৈনিক ইত্তেফাক সাংবাদিক ইউনিয়ন, দৈনিক ইত্তেফাক শ্রমিক-কর্মচারী ইউনিয়ন ও দৈনিক ইত্তেফাক প্রেস শ্রমিক ইউনিয়ন গভীর শোক প্রকাশ করেছে। এক যৌথ বিবৃতিতে নেতৃবৃন্দ মরহুমের আত্মার মাগফিরাত কামনা করেন এবং শোকসন্তপ্ত পরিবারবর্গের প্রতি সমবেদনা জ্ঞাপন করেন।	[318, 429, 598, 500]
table-header: Existing as per Tender Notice	[262, 752, 428, 778]
divider	[790, 1303, 1507, 1304]
mcpsc-footer: বিস্তারিত তথ্যের জন্য আবেদন ফরম ও প্রসপেক্টাস ওয়েবসাইট www.mcpsc.edu.bd এবং অনলাইনে আবেদনের ঠিকানা www.xiclassadmission.gov.bd, প্রতিষ্ঠানের যোগাযোগ নম্বর ০১৭৬৯০১১০০০, FB: www.facebook.com/mcpsc.edu	[986, 1063, 1503, 1086]
table-cell: ৩০	[1106, 1675, 1181, 1697]
table-cell: 24/08/2023 upto 11:00 BST	[428, 778, 594, 805]
state-honour-burial-title: রাষ্ট্রীয় মর্যাদায় দাফন	[757, 106, 896, 131]
obituary-body: দৈনিক ইত্তেফাকের রোটারি বিভাগের সাবেক সিনিয়র মেশিনম্যান মো. নিজাম উদ্দিন খান (৬৬) গত বৃহস্পতিবার দুপুরে ঢাকায় নিজ বাসভবনে ইন্তেকাল করেছেন (ইন্নালিল্লাহি... রাজিউন)। তার গ্রামের বাড়ি আশুলিয়ার নবাবগঞ্জ, ঢাকা। তিনি স্ত্রী দুই ছেলে ও এক মেয়েসহ অসংখ্য আত্মীয়স্বজন ও শুভাকাঙ্ক্ষী রেখে গেছেন। মরহুমের জানাজা শেষে তাকে পারিবারিক কবরস্থানে দাফন করা হয়।	[416, 175, 598, 320]
table-cell: পছন্দক্রম অনুযায়ী ১ম মাইগ্রেশন ফল প্রকাশ ১৯/০৯/২০২৩	[179, 1578, 246, 1784]
drmc-banner: ২০২৩-২৪ শিক্ষাবর্ষে একাদশ শ্রেণিতে ছাত্র ভর্তির বিজ্ঞপ্তি	[829, 1329, 1468, 1362]
table-header: Item Description	[115, 752, 262, 778]
table-cell: ৪.৫০	[1254, 1653, 1361, 1675]
drmc-seat-table	[829, 1511, 1468, 1697]
table-cell: চূড়ান্ত মাইগ্রেশন ফলাফল প্রকাশ: ০৩/১০/২০২৩	[495, 1578, 632, 1784]
bsfic-website: web: www.bsfic.gov.bd	[725, 586, 839, 597]
table-cell: ১০	[978, 1675, 1105, 1697]
table-cell: ৪.৫০	[1254, 1632, 1361, 1653]
table-header: মন্তব্য	[495, 1301, 632, 1372]
schedule-line: ** অনলাইনে আবেদনের ঠিকানা: http://xiclassadmission.gov.bd	[986, 651, 1240, 661]
obituary-anniversary-title: মৃত্যুবার্ষিকী	[71, 106, 306, 133]
table-cell: বাংলা	[1054, 924, 1098, 946]
bteb-private-heading: ২০২৩-২০২৪ শিক্ষাবর্ষে বেসরকারি প্রতিষ্ঠানসমূহে ০৪ বছর মেয়াদি ডিপ্লোমা-ইন-ইঞ্জিনিয়ারিং/ ডিপ্লোমা-ইন-টেক্সটাইল ইঞ্জিনিয়ারিং/ ডিপ্লোমা-ইন-কৃষি/ ডিপ্লোমা-ইন-ফিশারিজ এবং ০২ বছর মেয়াদি সরকারি-বেসরকারি প্রতিষ্ঠানসমূহে এইচএসসি (বিএমটি/ভোক) ও ডিপ্লোমা ইন কমার্স এবং সার্টিফিকেট ইন মেরিন ট্রেড কোর্স শিক্ষাক্রমে ভর্তি বিজ্ঞপ্তি	[80, 1847, 771, 1892]
table-cell: ইংরেজি	[914, 1653, 978, 1675]
signatory-title: পরিদর্শক (প্রতিষ্ঠান)	[564, 2234, 649, 2246]
signatory-name: প্রকৌশলী মো. রকিব উল্লাহ	[548, 2218, 665, 2231]
schedule-line: * ৩য় পর্যায়ে অনলাইনে আবেদন: ০২-০৯-২০২৩ হতে ০৪-০৯-২০২৩ তারিখ পর্যন্ত।	[986, 625, 1278, 635]
table-cell: ২২/০৮-২৫/০৮	[1211, 903, 1290, 924]
signature-graphic	[824, 1008, 883, 1029]
section-title	[1329, 55, 1503, 98]
mcpsc-admission-ad	[978, 712, 1509, 1118]
award-label: শ্রেষ্ঠ কলেজ ২০২৩	[1431, 1265, 1494, 1274]
newspaper-logo: ইত্তেফাক	[69, 63, 155, 92]
signatory-org: বাংলাদেশ কারিগরি শিক্ষা বোর্ড, ঢাকা।	[526, 2249, 687, 2262]
table-cell: শিক্ষার্থীর ভর্তির আবেদনের সাথে সংশ্লিষ্ট প্রতিষ্ঠানে ভর্তি নিশ্চায়ন সম্পন্ন হবে	[317, 1918, 536, 1996]
feature-item: ৯. বিজ্ঞান ক্লাব ও বিতর্ক ক্লাব	[1336, 1026, 1439, 1036]
drmc-ref: পত্র নং-প্রশা/২৩-৩৩৫৪	[800, 1311, 901, 1324]
nhmc-principal: মো: শাহিদুর মিয়া, অধ্যক্ষ	[1404, 687, 1503, 698]
bpdb-corrigendum-ad	[71, 545, 605, 1092]
instruction-item: ৮। কলেজের আবাসিক ও অনাবাসিক শিক্ষার্থীদের বেতন ও অন্যান্য ব্যয় সংক্রান্ত যাবতীয় বিবরণ কলেজের ওয়েব সাইট www.drmc.edu.bd এ পাওয়া যাবে।	[800, 1913, 1491, 1926]
issue-date	[211, 59, 326, 86]
signatory-block	[269, 972, 592, 1046]
table-cell: ৫৫	[1106, 1610, 1181, 1632]
table-cell: ব্যবসায় শিক্ষা	[987, 924, 1054, 946]
mcpsc-address: মিরপুর সেনানিবাস, ঢাকা-১২১৬	[1196, 747, 1321, 758]
burial-news-body: স্বরূপকাঠি (পিরোজপুর) সংবাদদাতা জানান, স্বরূপকাঠি পৌর মুক্তিযোদ্ধা সংসদের কমান্ডার ও মুক্তিযুদ্ধে আহত বীর মুক্তিযোদ্ধা মো. আমিরুল ইসলাম মিলু (৬৮) গত সোমবার বিকালে বরিশাল শের-ই-বাংলা মেডিক্যাল কলেজ হাসপাতালে চিকিৎসাধীন অবস্থায় মারা গেছেন (ইন্নালিল্লাহি... রাজিউন)। তিনি স্ত্রী, এক ছেলে, এক মেয়েসহ বহু গুণগ্রাহী রেখে গেছেন। মঙ্গলবার সকালে মরহুমের মরদেহ স্বরূপকাঠি উপজেলা পরিষদ চত্বরে আনা হলে উপজেলা নির্বাহী কর্মকর্তা ও পৌর মেয়রসহ বিভিন্ন রাজনৈতিক ও সামাজিক সংগঠনের নেতৃবৃন্দ পুষ্পস্তবক অর্পণ করে শ্রদ্ধা জানান। পরে জানাজা শেষে তাকে পারিবারিক কবরস্থানে রাষ্ট্রীয় মর্যাদায় দাফন করা হয়। তার মৃত্যুতে সংসদ সদস্য গভীর শোক প্রকাশ করেছেন।	[757, 166, 896, 501]
table-cell: ১। ০৪ বছর মেয়াদি ডিপ্লোমা-ইন-ইঞ্জিনিয়ারিং (টেক্সটাইল/কৃষি/ফিশারিজ) ০৯/০৮/২০২৩ হতে ০৫/০৯/২০২৩	[81, 1918, 317, 1996]
signatory-name: (চৌধুরী রুহুল আমিন কায়সার)	[811, 1030, 925, 1041]
feature-item: ১. ডিজিটাল ক্লাসরুম ও আধুনিক বিজ্ঞানাগার	[986, 999, 1145, 1008]
memo-number: Memo No.: 27.11.0000.101.14.035.23–2629	[82, 645, 347, 658]
ad-code: স-১৬৮৪ (৫×৩)	[82, 1065, 166, 1079]
table-cell: মানবিক	[1133, 576, 1227, 598]
table-cell: ১৯/১০/২৩	[1443, 881, 1503, 967]
table-cell: ৪০	[1106, 1653, 1181, 1675]
table-cell: ভর্তি সম্পন্ন করতে হবে	[535, 1996, 770, 2075]
bpdb-website: www.bpdb.gov.bd	[270, 616, 375, 630]
table-header: আবেদন	[1211, 860, 1290, 881]
bsfic-heading-line2: পুনঃ দরপত্র বিজ্ঞপ্তি	[722, 671, 863, 692]
mcpsc-eiin: EIIN: 134744	[1411, 745, 1488, 758]
bsfic-tender-ad	[612, 545, 974, 1092]
bpdb-title: বাংলাদেশ বিদ্যুৎ উন্নয়ন বোর্ড	[214, 560, 431, 581]
table-cell: ৫.০০	[1361, 1610, 1468, 1632]
table-cell: জিপিএ ৪.৫০	[1392, 533, 1503, 555]
award-badge-2	[1423, 1223, 1501, 1277]
